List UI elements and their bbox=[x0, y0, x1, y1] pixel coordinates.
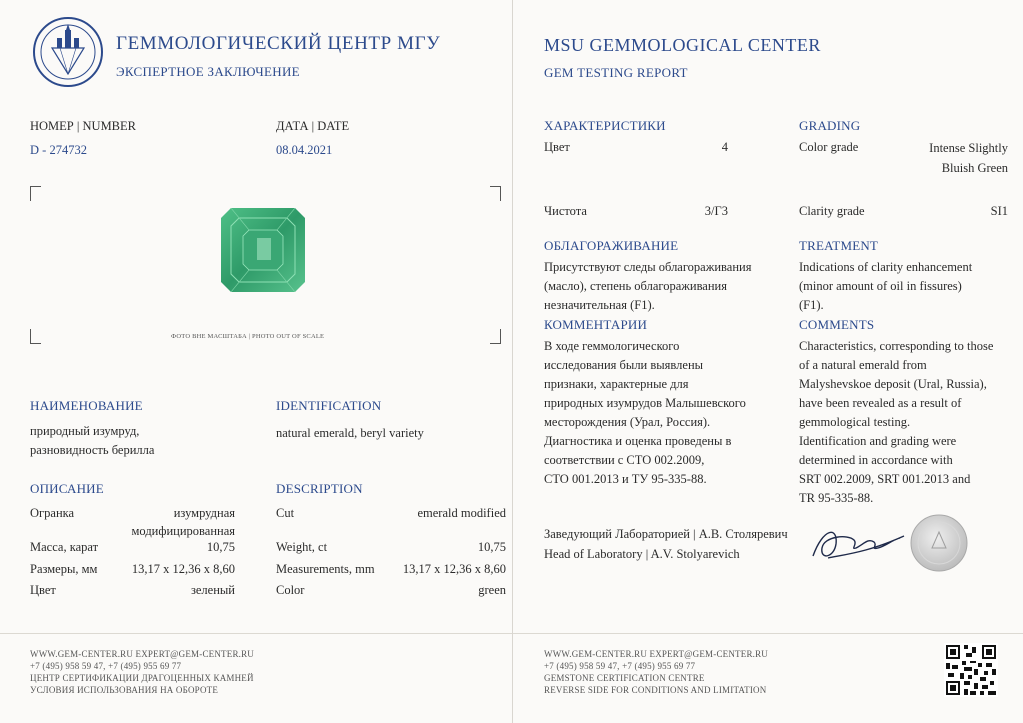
color-en-label: Color grade bbox=[799, 140, 859, 154]
right-footer-web: WWW.GEM-CENTER.RU EXPERT@GEM-CENTER.RU bbox=[544, 649, 768, 659]
desc-en-value-color: green bbox=[478, 583, 506, 597]
left-subtitle: ЭКСПЕРТНОЕ ЗАКЛЮЧЕНИЕ bbox=[116, 64, 300, 79]
desc-ru-value-cut: изумрудная модифицированная bbox=[131, 506, 235, 538]
clarity-en-value: SI1 bbox=[990, 204, 1008, 218]
grading-header: GRADING bbox=[799, 118, 861, 133]
frame-corner-tr bbox=[490, 186, 501, 201]
photo-caption: ФОТО ВНЕ МАСШТАБА | PHOTO OUT OF SCALE bbox=[171, 333, 325, 340]
desc-en-label-weight: Weight, ct bbox=[276, 540, 328, 554]
enh-ru-header: ОБЛАГОРАЖИВАНИЕ bbox=[544, 238, 679, 253]
right-subtitle: GEM TESTING REPORT bbox=[544, 65, 688, 80]
desc-en-label-color: Color bbox=[276, 583, 305, 597]
desc-en-label-cut: Cut bbox=[276, 506, 295, 520]
left-title: ГЕММОЛОГИЧЕСКИЙ ЦЕНТР МГУ bbox=[116, 33, 441, 54]
desc-ru-label-weight: Масса, карат bbox=[30, 540, 99, 554]
color-ru-value: 4 bbox=[721, 140, 728, 154]
qr-code bbox=[944, 643, 998, 697]
frame-corner-bl bbox=[30, 329, 41, 344]
clarity-ru-value: 3/Г3 bbox=[704, 204, 728, 218]
com-en-header: COMMENTS bbox=[799, 317, 875, 332]
left-footer-phone: +7 (495) 958 59 47, +7 (495) 955 69 77 bbox=[30, 661, 182, 671]
right-footer-rule bbox=[513, 633, 1023, 634]
enh-en-header: TREATMENT bbox=[799, 238, 879, 253]
char-header: ХАРАКТЕРИСТИКИ bbox=[544, 118, 666, 133]
desc-ru-header: ОПИСАНИЕ bbox=[30, 481, 104, 496]
color-en-value: Intense Slightly Bluish Green bbox=[929, 141, 1008, 175]
signature bbox=[808, 518, 908, 568]
right-footer-centre: GEMSTONE CERTIFICATION CENTRE bbox=[544, 673, 705, 683]
left-footer-web: WWW.GEM-CENTER.RU EXPERT@GEM-CENTER.RU bbox=[30, 649, 254, 659]
desc-ru-label-color: Цвет bbox=[30, 583, 56, 597]
right-footer-conditions: REVERSE SIDE FOR CONDITIONS AND LIMITATION bbox=[544, 685, 767, 695]
right-footer-phone: +7 (495) 958 59 47, +7 (495) 955 69 77 bbox=[544, 661, 696, 671]
desc-en-label-size: Measurements, mm bbox=[276, 562, 375, 576]
name-en-header: IDENTIFICATION bbox=[276, 398, 382, 413]
number-value: D - 274732 bbox=[30, 143, 87, 157]
left-footer-rule bbox=[0, 633, 512, 634]
head-of-lab-ru: Заведующий Лабораторией | А.В. Столяревич bbox=[544, 527, 788, 541]
desc-ru-label-size: Размеры, мм bbox=[30, 562, 98, 576]
desc-ru-value-color: зеленый bbox=[190, 583, 235, 597]
com-en-text: Characteristics, corresponding to those of a natural emerald from Malyshevskoe deposit (Ural, Russia), have been revealed as a result of gemmological testing. Identification and grading were determined in accordance with SRT 002.2009, SRT 001.2013 and TR 95-335-88. bbox=[799, 339, 994, 505]
enh-ru-text: Присутствуют следы облагораживания (масло), степень облагораживания незначительная (F1). bbox=[544, 260, 752, 312]
date-value: 08.04.2021 bbox=[276, 143, 333, 157]
page-fold bbox=[512, 0, 513, 723]
clarity-en-label: Clarity grade bbox=[799, 204, 865, 218]
com-ru-text: В ходе геммологического исследования были выявлены признаки, характерные для природных изумрудов Малышевского месторождения (Урал, Россия). Диагностика и оценка проведены в соответствии с СТО 002.2009, СТО 001.2013 и ТУ 95-335-88. bbox=[544, 339, 746, 486]
name-ru-value: природный изумруд, разновидность берилла bbox=[30, 424, 155, 457]
left-footer-conditions: УСЛОВИЯ ИСПОЛЬЗОВАНИЯ НА ОБОРОТЕ bbox=[30, 685, 219, 695]
head-of-lab-en: Head of Laboratory | A.V. Stolyarevich bbox=[544, 547, 740, 561]
com-ru-header: КОММЕНТАРИИ bbox=[544, 317, 648, 332]
frame-corner-tl bbox=[30, 186, 41, 201]
frame-corner-br bbox=[490, 329, 501, 344]
color-ru-label: Цвет bbox=[544, 140, 570, 154]
clarity-ru-label: Чистота bbox=[544, 204, 587, 218]
right-title: MSU GEMMOLOGICAL CENTER bbox=[544, 35, 821, 55]
name-ru-header: НАИМЕНОВАНИЕ bbox=[30, 398, 143, 413]
desc-en-value-size: 13,17 x 12,36 x 8,60 bbox=[402, 562, 506, 576]
date-label: ДАТА | DATE bbox=[276, 119, 350, 133]
enh-en-text: Indications of clarity enhancement (minor amount of oil in fissures) (F1). bbox=[799, 260, 973, 312]
left-footer-centre: ЦЕНТР СЕРТИФИКАЦИИ ДРАГОЦЕННЫХ КАМНЕЙ bbox=[30, 673, 254, 683]
name-en-value: natural emerald, beryl variety bbox=[276, 426, 424, 440]
desc-ru-value-size: 13,17 x 12,36 x 8,60 bbox=[131, 562, 235, 576]
emerald-photo bbox=[221, 208, 305, 292]
desc-ru-label-cut: Огранка bbox=[30, 506, 75, 520]
desc-en-header: DESCRIPTION bbox=[276, 481, 363, 496]
msu-logo-icon bbox=[32, 16, 104, 88]
desc-ru-value-weight: 10,75 bbox=[206, 540, 235, 554]
desc-en-value-weight: 10,75 bbox=[477, 540, 506, 554]
desc-en-value-cut: emerald modified bbox=[417, 506, 506, 520]
seal-stamp bbox=[910, 514, 968, 572]
number-label: НОМЕР | NUMBER bbox=[30, 119, 136, 133]
